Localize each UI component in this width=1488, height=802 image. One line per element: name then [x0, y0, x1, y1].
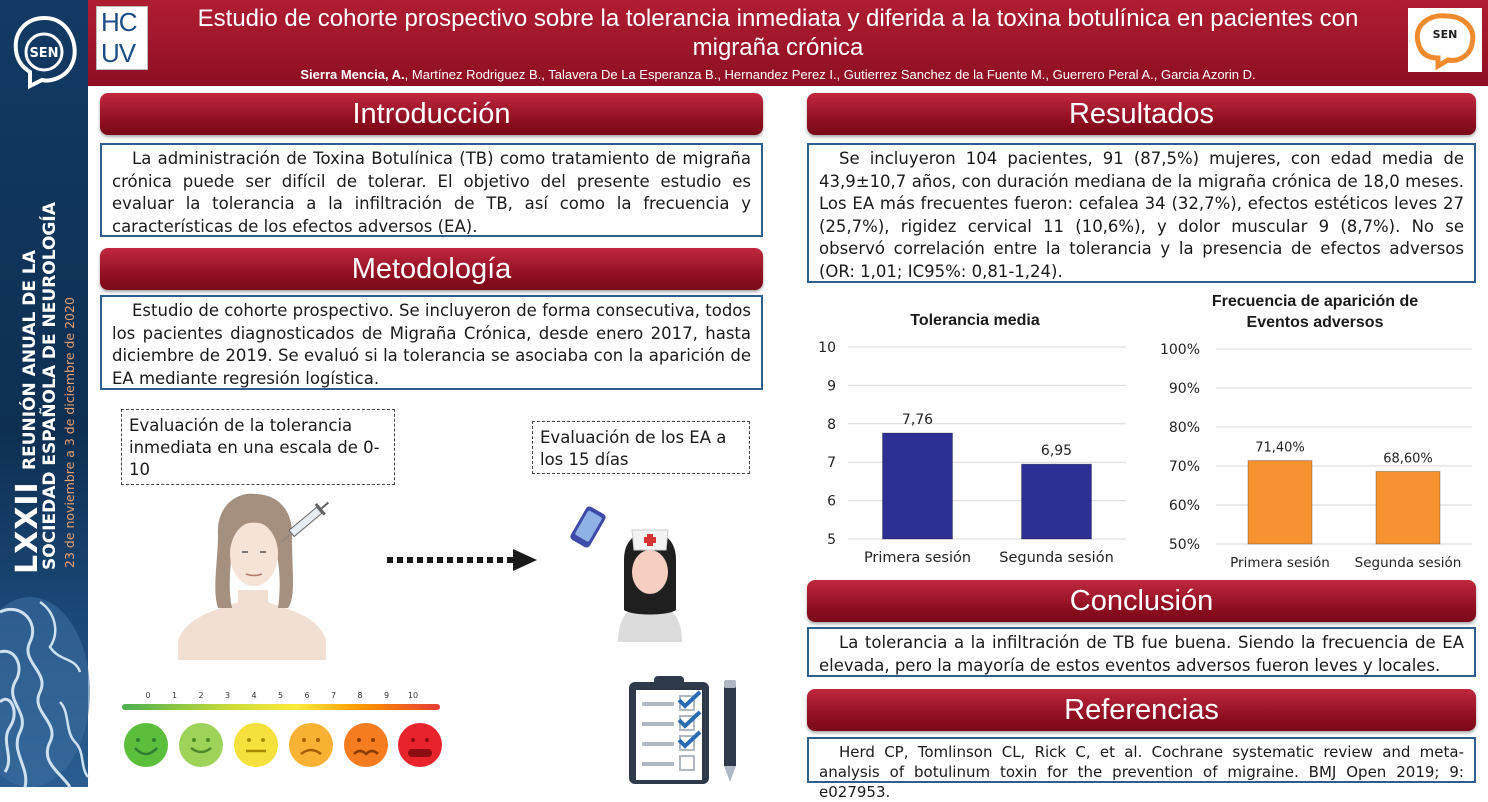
process-arrow [385, 548, 545, 572]
scale-label: 4 [251, 691, 257, 700]
y-tick-label: 9 [827, 378, 836, 395]
scale-label: 1 [171, 691, 178, 700]
adverse-events-note: Evaluación de los EA a los 15 días [532, 421, 750, 474]
results-text: Se incluyeron 104 pacientes, 91 (87,5%) mujeres, con edad media de 43,9±10,7 años, con duración mediana de la migraña crónica de 18,0 meses. Los EA más frecuentes fueron: cefalea 34 (32,7%), efectos estéticos leves 27 (25,7%), rigidez cervical 11 (10,6%), y dolor muscular 9 (8,7%). No se observó correlación entre la tolerancia y la presencia de efectos adversos (OR: 1,01; IC95%: 0,81-1,24). [819, 149, 1464, 281]
scale-label: 6 [304, 691, 310, 700]
category-label: Segunda sesión [1354, 555, 1462, 571]
results-heading: Resultados [807, 93, 1476, 135]
conclusion-text: La tolerancia a la infiltración de TB fue buena. Siendo la frecuencia de EA elevada, pero la mayoría de estos eventos adversos fueron leves y locales. [819, 633, 1464, 675]
tolerance-assessment-note: Evaluación de la tolerancia inmediata en una escala de 0-10 [121, 409, 395, 485]
data-label: 6,95 [1040, 443, 1073, 460]
y-tick-label: 90% [1168, 381, 1200, 397]
meeting-name-line1: REUNIÓN ANUAL DE LA [20, 250, 40, 470]
y-tick-label: 5 [827, 532, 836, 548]
scale-label: 2 [198, 691, 204, 700]
title-line1: Estudio de cohorte prospectivo sobre la tolerancia inmediata y diferida a la toxina botulínica en pacientes con [197, 5, 1359, 32]
phone-icon [565, 506, 611, 548]
face-happy-icon [179, 723, 223, 767]
y-tick-label: 10 [818, 340, 836, 356]
scale-label: 9 [383, 691, 390, 700]
y-tick-label: 6 [827, 493, 836, 510]
methods-heading: Metodología [100, 248, 763, 290]
scale-label: 3 [224, 691, 231, 700]
adverse-events-bar-chart [1140, 334, 1476, 578]
face-sad-icon [289, 723, 333, 767]
bar [1022, 464, 1092, 539]
references-text: Herd CP, Tomlinson CL, Rick C, et al. Cochrane systematic review and meta-analysis of botulinum toxin for the prevention of migraine. BMJ Open 2019; 9: e027953. [819, 743, 1464, 801]
bar [1248, 461, 1312, 544]
methods-text: Estudio de cohorte prospectivo. Se incluyeron de forma consecutiva, todos los pacientes diagnosticados de Migraña Crónica, desde enero 2017, hasta diciembre de 2019. Se evaluó si la tolerancia se asociaba con la aparición de EA mediante regresión logística. [112, 301, 751, 388]
chart1-title: Tolerancia media [910, 312, 1040, 329]
intro-text: La administración de Toxina Botulínica (TB) como tratamiento de migraña crónica puede ser difícil de tolerar. El objetivo del presente estudio es evaluar la tolerancia a la infiltración de TB, así como la frecuencia y características de los efectos adversos (EA). [112, 149, 751, 236]
category-label: Primera sesión [863, 550, 972, 566]
references-heading: Referencias [807, 689, 1476, 731]
side-banner [0, 0, 88, 787]
y-tick-label: 8 [827, 416, 836, 433]
sen-logo [1408, 8, 1482, 72]
data-label: 68,60% [1383, 451, 1433, 467]
tolerance-bar-chart [808, 334, 1130, 578]
category-label: Segunda sesión [999, 550, 1114, 566]
bar [883, 433, 953, 539]
poster-header [88, 0, 1488, 86]
title-line2: migraña crónica [692, 34, 864, 61]
patient-injection-illustration [178, 490, 328, 660]
y-tick-label: 70% [1168, 459, 1200, 475]
chart2-title-line2: Eventos adversos [1246, 314, 1384, 331]
face-very-happy-icon [124, 723, 168, 767]
intro-box [100, 143, 763, 237]
methods-box [100, 295, 763, 390]
y-tick-label: 80% [1168, 420, 1200, 436]
scale-label: 10 [407, 691, 419, 700]
scale-label: 5 [277, 691, 284, 700]
hcuv-logo-bottom: UV [101, 38, 136, 68]
y-tick-label: 7 [827, 455, 836, 472]
face-neutral-icon [234, 723, 278, 767]
references-box [807, 737, 1476, 801]
face-very-sad-icon [344, 723, 388, 767]
brain-artwork [0, 592, 88, 787]
meeting-dates: 23 de noviembre a 3 de diciembre de 2020 [62, 297, 77, 568]
intro-heading: Introducción [100, 93, 763, 135]
scale-label: 8 [357, 691, 363, 700]
category-label: Primera sesión [1230, 555, 1330, 571]
scale-label: 7 [330, 691, 337, 700]
checklist-clipboard-icon [626, 672, 746, 786]
conclusion-heading: Conclusión [807, 580, 1476, 622]
face-worst-pain-icon [398, 723, 442, 767]
chart2-title-line1: Frecuencia de aparición de [1211, 293, 1419, 310]
hcuv-logo-top: HC [101, 7, 137, 37]
poster-title [158, 4, 1398, 62]
hcuv-logo [96, 6, 148, 70]
results-box [807, 143, 1476, 283]
conclusion-box [807, 627, 1476, 677]
bar [1376, 471, 1440, 544]
first-author: Sierra Mencia, A. [300, 67, 405, 82]
y-tick-label: 50% [1168, 537, 1200, 553]
meeting-name-line2: SOCIEDAD ESPAÑOLA DE NEUROLOGÍA [40, 202, 60, 570]
data-label: 71,40% [1255, 440, 1305, 456]
sen-logo-label: SEN [1432, 28, 1458, 41]
y-tick-label: 60% [1168, 498, 1200, 514]
data-label: 7,76 [901, 412, 934, 429]
nurse-illustration [610, 520, 690, 642]
scale-label: 0 [145, 691, 151, 700]
meeting-edition: LXXII [10, 481, 45, 574]
pain-scale [118, 688, 444, 770]
authors [158, 67, 1398, 82]
y-tick-label: 100% [1159, 342, 1200, 358]
other-authors: , Martínez Rodriguez B., Talavera De La Esperanza B., Hernandez Perez I., Gutierrez Sanchez de la Fuente M., Guerrero Peral A., Garcia Azorin D. [404, 67, 1256, 82]
sen-logo-text: SEN [29, 46, 59, 61]
chart2-title [1175, 291, 1455, 333]
